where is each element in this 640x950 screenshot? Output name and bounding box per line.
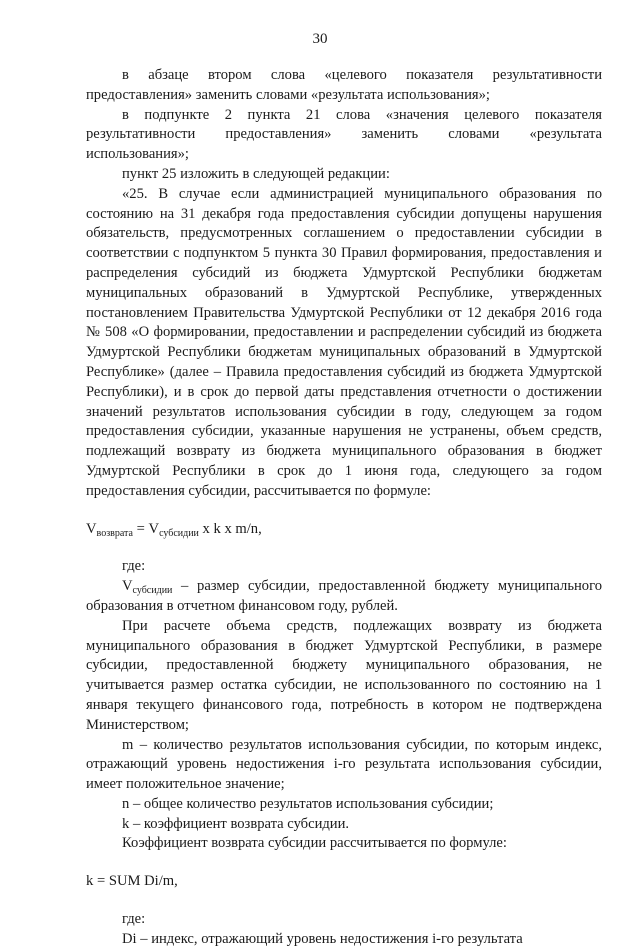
- document-body: [86, 66, 602, 950]
- formula-coefficient: k = SUM Di/m,: [86, 873, 178, 890]
- vsub-definition: $V_{субсидии}$ – размер субсидии, предоставленной бюджету муниципального образования в отчетном финансовом году, рублей.: [86, 578, 602, 614]
- formula-return-amount: $V_{возврата} = V_{субсидии}$ x k x m/n,: [86, 520, 262, 539]
- k-definition: k – коэффициент возврата субсидии.: [122, 815, 350, 832]
- paragraph: пункт 25 изложить в следующей редакции:: [122, 165, 390, 182]
- where-label: где:: [122, 911, 146, 928]
- n-definition: n – общее количество результатов использования субсидии;: [122, 795, 494, 812]
- paragraph: в абзаце втором слова «целевого показателя результативности предоставления» заменить словами «результата использования»;: [86, 67, 602, 103]
- paragraph: в подпункте 2 пункта 21 слова «значения целевого показателя результативности предоставления» заменить словами «результата использования»;: [86, 106, 602, 163]
- paragraph: При расчете объема средств, подлежащих возврату из бюджета муниципального образования в бюджет Удмуртской Республики, в размере субсидии, предоставленной бюджету муниципального образования, не учитывается размер остатка субсидии, не использованного по состоянию на 1 января текущего финансового года, потребность в котором не подтверждена Министерством;: [86, 617, 602, 733]
- paragraph: Коэффициент возврата субсидии рассчитывается по формуле:: [122, 835, 507, 852]
- m-definition: m – количество результатов использования субсидии, по которым индекс, отражающий уровень недостижения i-го результата использования субсидии, имеет положительное значение;: [86, 736, 602, 793]
- di-definition: Di – индекс, отражающий уровень недостижения i-го результата: [122, 930, 523, 947]
- paragraph: «25. В случае если администрацией муниципального образования по состоянию на 31 декабря года предоставления субсидии допущены нарушения обязательств, предусмотренных соглашением о предоставлении субсидии в соответствии с подпунктом 5 пункта 30 Правил формирования, предоставления и распределения субсидий из бюджета Удмуртской Республики бюджетам муниципальных образований в Удмуртской Республике, утвержденных постановлением Правительства Удмуртской Республики от 12 декабря 2016 года № 508 «О формировании, предоставлении и распределении субсидий из бюджета Удмуртской Республики бюджетам муниципальных образований в Удмуртской Республике» (далее – Правила предоставления субсидий из бюджета Удмуртской Республики), и в срок до первой даты представления отчетности о достижении значений результатов использования субсидии в году, следующем за годом предоставления субсидии, указанные нарушения не устранены, объем средств, подлежащий возврату из бюджета муниципального образования в бюджет Удмуртской Республики в срок до 1 июня года, следующего за годом предоставления субсидии, рассчитывается по формуле:: [86, 185, 602, 499]
- where-label: где:: [122, 558, 146, 575]
- page-number: 30: [312, 31, 328, 47]
